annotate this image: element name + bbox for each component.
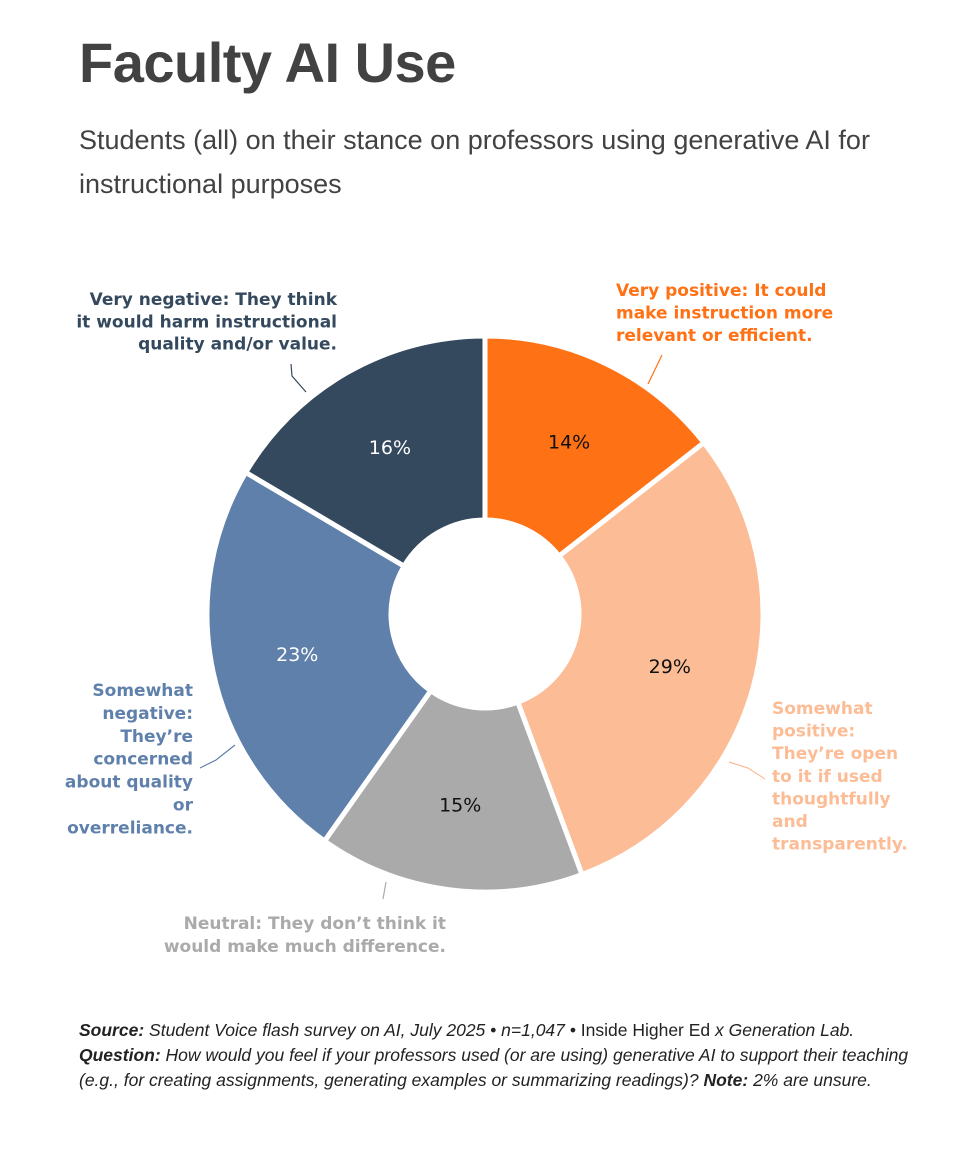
leader-line-somewhat-positive (729, 762, 765, 779)
category-label-line: relevant or efficient. (616, 326, 813, 346)
category-label-line: and (772, 812, 808, 832)
question-text: How would you feel if your professors used (or are using) generative AI to support their teaching (e.g., for creating assignments, generating examples or summarizing readings)? (79, 1045, 909, 1090)
source-org-b: Generation Lab. (728, 1020, 855, 1040)
category-label-line: negative: (102, 703, 193, 724)
category-label-line: positive: (772, 721, 856, 742)
category-label-line: Neutral: They don’t think it (183, 914, 446, 934)
donut-slices (207, 336, 763, 892)
category-label-line: Somewhat (772, 699, 873, 719)
category-label-line: They’re open (772, 744, 899, 765)
leader-line-somewhat-negative (200, 745, 235, 768)
value-label-neutral: 15% (439, 794, 482, 817)
note-text: 2% are unsure. (753, 1070, 872, 1090)
category-label-line: to it if used (772, 766, 883, 787)
category-label-very-negative (76, 290, 337, 355)
source-org-a: Inside Higher Ed (580, 1020, 711, 1040)
leader-line-neutral (383, 882, 386, 899)
source-note (79, 1018, 909, 1093)
leader-line-very-negative (291, 364, 306, 392)
source-text: Student Voice flash survey on AI, July 2025 • n=1,047 • (149, 1020, 576, 1040)
category-label-line: concerned (93, 749, 193, 770)
page-title: Faculty AI Use (79, 31, 456, 94)
category-label-line: overreliance. (67, 818, 193, 839)
category-label-line: would make much difference. (163, 937, 446, 957)
category-label-line: make instruction more (616, 303, 834, 324)
value-label-very-negative: 16% (368, 437, 412, 460)
value-label-very-positive: 14% (547, 431, 591, 454)
category-label-line: They’re (120, 726, 193, 747)
category-label-line: transparently. (772, 834, 908, 855)
category-label-line: or (172, 795, 193, 816)
category-label-line: quality and/or value. (138, 334, 337, 355)
leader-line-very-positive (648, 355, 662, 384)
category-label-very-positive (616, 281, 833, 346)
category-label-line: it would harm instructional (76, 312, 337, 333)
question-label: Question: (79, 1045, 161, 1065)
category-label-line: Very positive: It could (616, 281, 827, 301)
chart-subtitle: Students (all) on their stance on professors using generative AI for instructional purposes (79, 125, 870, 199)
source-label: Source: (79, 1020, 145, 1040)
category-label-line: Very negative: They think (89, 290, 337, 310)
value-label-somewhat-positive: 29% (648, 656, 691, 679)
source-x: x (715, 1020, 724, 1040)
value-label-somewhat-negative: 23% (276, 644, 319, 667)
category-label-somewhat-negative (65, 681, 194, 838)
category-label-line: Somewhat (92, 681, 193, 701)
note-label: Note: (703, 1070, 749, 1090)
category-label-neutral (164, 914, 446, 957)
category-label-somewhat-positive (772, 699, 908, 855)
category-label-line: thoughtfully (772, 789, 891, 810)
category-label-line: about quality (64, 772, 193, 793)
